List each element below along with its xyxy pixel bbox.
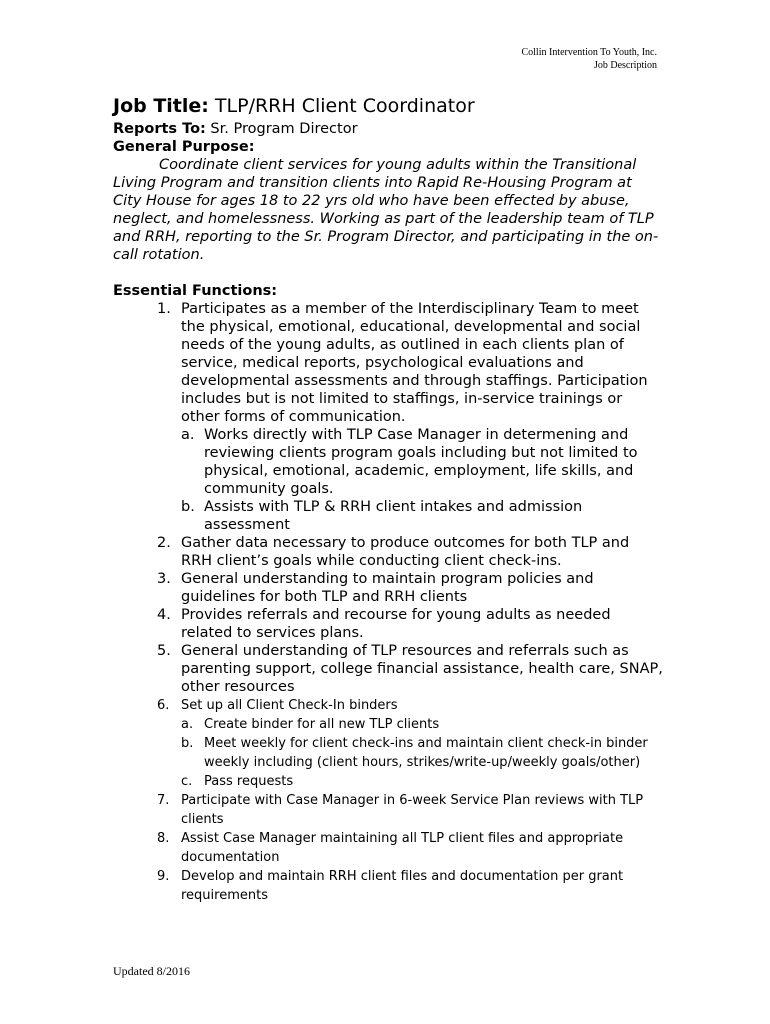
subitem-text: Create binder for all new TLP clients — [204, 717, 440, 732]
reports-to-value: Sr. Program Director — [205, 121, 358, 137]
subitem-letter: b. — [181, 499, 195, 515]
function-sublist — [181, 426, 663, 534]
function-number: 9. — [157, 869, 170, 884]
essential-functions-list — [113, 300, 663, 905]
organization-name: Collin Intervention To Youth, Inc. — [521, 47, 657, 58]
function-text: Participate with Case Manager in 6-week Service Plan reviews with TLP clients — [181, 793, 644, 827]
reports-to — [113, 120, 663, 138]
subitem-letter: a. — [181, 427, 195, 443]
function-number: 8. — [157, 831, 170, 846]
document-header — [521, 46, 657, 72]
function-number: 4. — [157, 607, 171, 623]
function-text: Gather data necessary to produce outcomes for both TLP and RRH client’s goals while conducting client check-ins. — [181, 535, 630, 569]
subitem-text: Assists with TLP & RRH client intakes and admission assessment — [204, 499, 583, 533]
function-sublist — [181, 715, 663, 791]
document-body — [113, 92, 663, 905]
function-text: Assist Case Manager maintaining all TLP client files and appropriate documentation — [181, 831, 624, 865]
function-number: 6. — [157, 698, 170, 713]
function-subitem — [181, 715, 663, 734]
function-text: Provides referrals and recourse for young adults as needed related to services plans. — [181, 607, 611, 641]
subitem-text: Works directly with TLP Case Manager in determening and reviewing clients program goals including but not limited to physical, emotional, academic, employment, life skills, and community goals. — [204, 427, 638, 497]
function-item — [113, 791, 663, 829]
subitem-text: Pass requests — [204, 774, 294, 789]
subitem-letter: b. — [181, 736, 194, 751]
subitem-text: Meet weekly for client check-ins and maintain client check-in binder weekly including (client hours, strikes/write-up/weekly goals/other) — [204, 736, 648, 770]
general-purpose-heading — [113, 138, 663, 156]
function-number: 3. — [157, 571, 171, 587]
general-purpose-label: General Purpose: — [113, 139, 255, 155]
function-item — [113, 606, 663, 642]
function-number: 2. — [157, 535, 171, 551]
subitem-letter: a. — [181, 717, 194, 732]
function-subitem — [181, 426, 663, 498]
reports-to-label: Reports To: — [113, 121, 206, 137]
job-title — [113, 92, 663, 120]
function-item — [113, 534, 663, 570]
function-number: 5. — [157, 643, 171, 659]
general-purpose-text: Coordinate client services for young adults within the Transitional Living Program and transition clients into Rapid Re-Housing Program at City House for ages 18 to 22 yrs old who have been effected by abuse, neglect, and homelessness. Working as part of the leadership team of TLP and RRH, reporting to the Sr. Program Director, and participating in the on-call rotation. — [113, 157, 659, 263]
function-item — [113, 696, 663, 791]
function-number: 1. — [157, 301, 171, 317]
function-number: 7. — [157, 793, 170, 808]
document-type: Job Description — [593, 60, 657, 71]
subitem-letter: c. — [181, 774, 193, 789]
function-item — [113, 642, 663, 696]
function-subitem — [181, 498, 663, 534]
updated-date: Updated 8/2016 — [113, 964, 190, 978]
function-item — [113, 829, 663, 867]
function-text: Set up all Client Check-In binders — [181, 698, 398, 713]
function-text: General understanding of TLP resources and referrals such as parenting support, college financial assistance, health care, SNAP, other resources — [181, 643, 663, 695]
function-subitem — [181, 734, 663, 772]
essential-functions-heading — [113, 282, 663, 300]
function-item — [113, 867, 663, 905]
function-subitem — [181, 772, 663, 791]
job-title-value: TLP/RRH Client Coordinator — [208, 95, 475, 117]
job-title-label: Job Title: — [113, 95, 209, 117]
function-item — [113, 570, 663, 606]
function-item — [113, 300, 663, 534]
function-text: Develop and maintain RRH client files and documentation per grant requirements — [181, 869, 624, 903]
function-text: Participates as a member of the Interdisciplinary Team to meet the physical, emotional, educational, developmental and social needs of the young adults, as outlined in each clients plan of service, medical reports, psychological evaluations and developmental assessments and through staffings. Participation includes but is not limited to staffings, in-service trainings or other forms of communication. — [181, 301, 648, 425]
function-text: General understanding to maintain program policies and guidelines for both TLP and RRH clients — [181, 571, 594, 605]
essential-functions-label: Essential Functions: — [113, 283, 278, 299]
